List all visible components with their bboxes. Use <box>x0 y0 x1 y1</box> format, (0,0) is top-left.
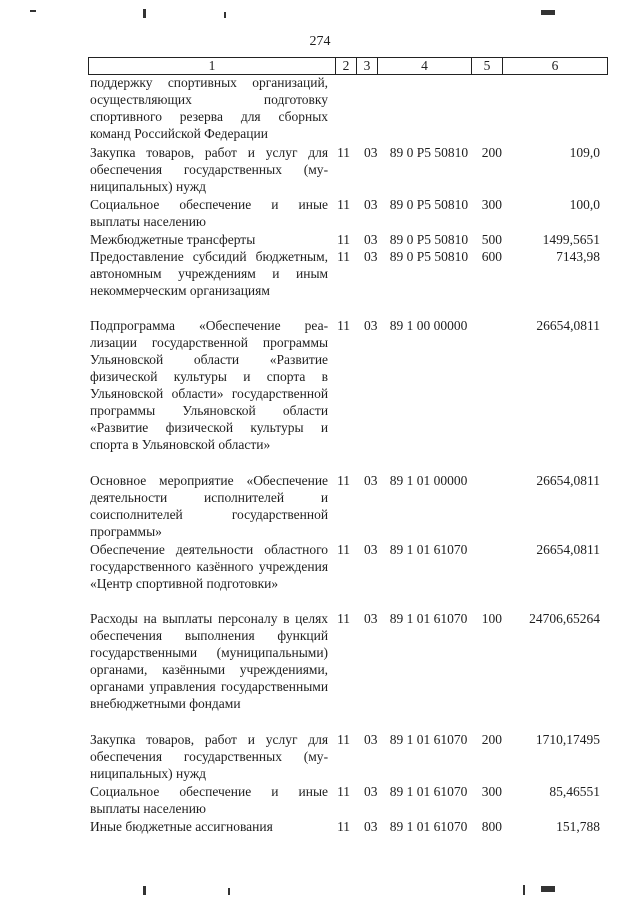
row-target-article: 89 0 P5 50810 <box>389 197 469 212</box>
scan-artifact-top <box>30 10 36 12</box>
table-row <box>90 731 610 783</box>
row-target-article: 89 1 01 61070 <box>389 542 468 557</box>
table-row <box>90 472 610 541</box>
scan-artifact-top <box>224 12 226 18</box>
table-header <box>88 57 608 75</box>
table-row <box>90 196 610 231</box>
row-target-article: 89 1 01 61070 <box>389 611 468 626</box>
row-target-article: 89 1 01 61070 <box>389 732 468 747</box>
table-row <box>90 144 610 196</box>
row-name: Обеспечение деятельности областного государственного казённого учреждения «Центр спортивной подготовки» <box>90 542 329 591</box>
row-subsection: 03 <box>364 232 378 247</box>
row-expense-type: 200 <box>481 145 502 160</box>
row-name: Социальное обеспечение и иные выплаты населению <box>90 784 329 816</box>
row-name: Подпрограмма «Обеспечение реализации государственной программы Ульяновской области «Развитие физической культуры и спорта в Ульяновской области» государственной программы Ульяновской области «Развитие физической культуры и спорта в Ульяновской области» <box>90 318 329 452</box>
row-target-article: 89 0 P5 50810 <box>389 232 469 247</box>
page-number: 274 <box>309 34 331 49</box>
row-expense-type: 200 <box>481 732 502 747</box>
table-row <box>90 231 610 248</box>
table-row <box>90 74 610 144</box>
row-target-article: 89 0 P5 50810 <box>389 145 469 160</box>
scan-artifact-bottom <box>541 886 555 892</box>
header-col-6: 6 <box>503 58 608 75</box>
row-section: 11 <box>337 611 351 626</box>
row-section: 11 <box>337 542 351 557</box>
row-section: 11 <box>337 197 351 212</box>
row-target-article: 89 1 00 00000 <box>389 318 468 333</box>
row-subsection: 03 <box>364 318 378 333</box>
row-expense-type: 300 <box>481 197 502 212</box>
row-name: Закупка товаров, работ и услуг для обеспечения государственных (муниципальных) нужд <box>90 732 329 781</box>
scan-artifact-bottom <box>143 886 146 895</box>
row-amount: 85,46551 <box>549 784 601 799</box>
row-subsection: 03 <box>364 473 378 488</box>
scan-artifact-top <box>541 10 555 15</box>
row-target-article: 89 0 P5 50810 <box>389 249 469 264</box>
row-expense-type: 800 <box>481 819 502 834</box>
row-name: Расходы на выплаты персоналу в целях обеспечения выполнения функций государственными (муниципальными) органами, казёнными учреждениями, органами управления государственными внебюджетными фондами <box>90 611 329 711</box>
row-name: Межбюджетные трансферты <box>90 232 256 247</box>
scan-artifact-bottom <box>523 885 525 895</box>
table-row <box>90 818 610 835</box>
row-subsection: 03 <box>364 145 378 160</box>
row-expense-type: 100 <box>481 611 502 626</box>
table-row <box>90 541 610 610</box>
row-amount: 1499,5651 <box>542 232 601 247</box>
row-expense-type: 600 <box>481 249 502 264</box>
row-target-article: 89 1 01 61070 <box>389 784 468 799</box>
row-target-article: 89 1 01 61070 <box>389 819 468 834</box>
header-col-1: 1 <box>89 58 336 75</box>
row-amount: 151,788 <box>556 819 601 834</box>
table-row <box>90 610 610 731</box>
row-name: поддержку спортивных организаций, осуществляющих подготовку спортивного резерва для сборных команд Российской Федерации <box>90 75 329 141</box>
row-subsection: 03 <box>364 611 378 626</box>
row-subsection: 03 <box>364 784 378 799</box>
row-subsection: 03 <box>364 732 378 747</box>
header-col-4: 4 <box>378 58 472 75</box>
row-section: 11 <box>337 819 351 834</box>
row-amount: 1710,17495 <box>535 732 601 747</box>
header-col-2: 2 <box>336 58 357 75</box>
table-row <box>90 783 610 818</box>
row-name: Закупка товаров, работ и услуг для обеспечения государственных (муниципальных) нужд <box>90 145 329 194</box>
row-amount: 7143,98 <box>556 249 601 264</box>
row-amount: 100,0 <box>569 197 601 212</box>
row-subsection: 03 <box>364 249 378 264</box>
row-section: 11 <box>337 473 351 488</box>
row-amount: 109,0 <box>569 145 601 160</box>
row-section: 11 <box>337 318 351 333</box>
scan-artifact-top <box>143 9 146 18</box>
table-row <box>90 317 610 472</box>
row-subsection: 03 <box>364 197 378 212</box>
scan-artifact-bottom <box>228 888 230 895</box>
row-amount: 26654,0811 <box>536 318 601 333</box>
row-section: 11 <box>337 732 351 747</box>
table-row <box>90 248 610 317</box>
row-name: Иные бюджетные ассигнования <box>90 819 273 834</box>
row-section: 11 <box>337 145 351 160</box>
row-section: 11 <box>337 232 351 247</box>
header-col-3: 3 <box>357 58 378 75</box>
row-name: Основное мероприятие «Обеспечение деятельности исполнителей и соисполнителей государственной программы» <box>90 473 329 539</box>
budget-table-body <box>90 74 610 835</box>
row-amount: 24706,65264 <box>529 611 601 626</box>
row-section: 11 <box>337 249 351 264</box>
row-expense-type: 500 <box>481 232 502 247</box>
header-col-5: 5 <box>472 58 503 75</box>
row-subsection: 03 <box>364 542 378 557</box>
row-name: Предоставление субсидий бюджетным, автономным учреждениям и иным некоммерческим организациям <box>90 249 329 298</box>
row-expense-type: 300 <box>481 784 502 799</box>
row-name: Социальное обеспечение и иные выплаты населению <box>90 197 329 229</box>
row-subsection: 03 <box>364 819 378 834</box>
row-section: 11 <box>337 784 351 799</box>
row-target-article: 89 1 01 00000 <box>389 473 468 488</box>
row-amount: 26654,0811 <box>536 542 601 557</box>
row-amount: 26654,0811 <box>536 473 601 488</box>
